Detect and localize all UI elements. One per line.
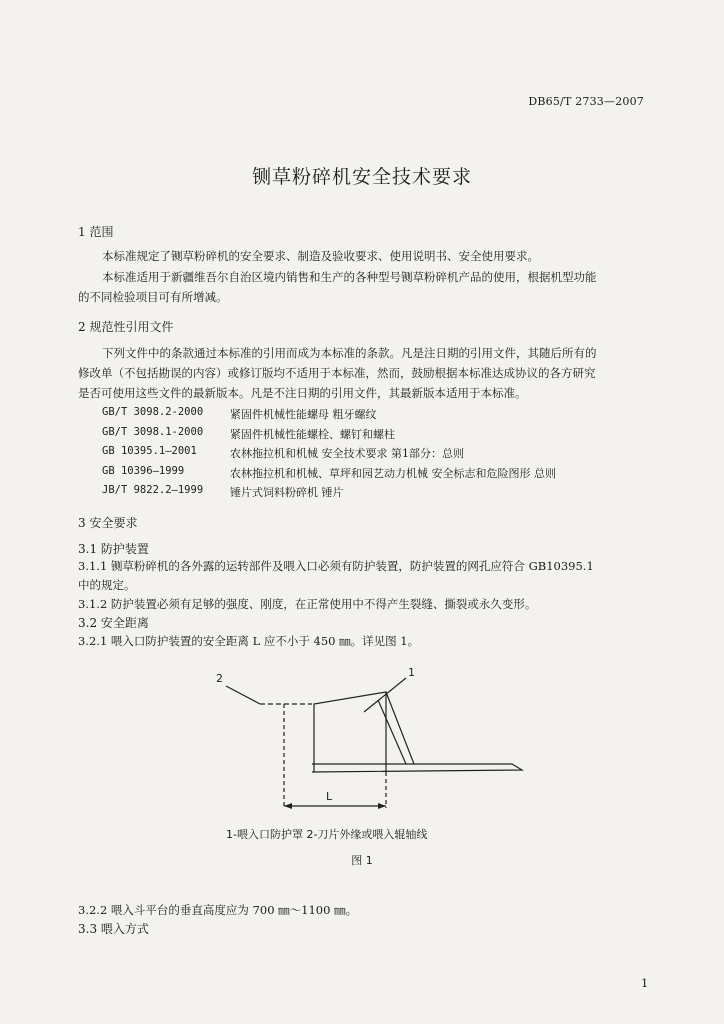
section-3-1-1-line-2: 中的规定。: [78, 578, 136, 592]
reference-title: 农林拖拉机和机械 安全技术要求 第1部分：总则: [230, 447, 464, 460]
section-2-intro-line-2: 修改单（不包括勘误的内容）或修订版均不适用于本标准，然而，鼓励根据本标准达成协议的各方研究: [78, 366, 596, 380]
reference-row: [102, 406, 662, 422]
section-1-para-1: 本标准规定了铡草粉碎机的安全要求、制造及验收要求、使用说明书、安全使用要求。: [102, 249, 539, 263]
section-3-2-1: 3.2.1 喂入口防护装置的安全距离 L 应不小于 450 ㎜。详见图 1。: [78, 634, 420, 648]
reference-row: [102, 465, 662, 481]
page-number: 1: [641, 976, 649, 990]
section-2-intro-line-1: 下列文件中的条款通过本标准的引用而成为本标准的条款。凡是注日期的引用文件，其随后所有的: [102, 346, 597, 360]
figure-1-diagram: [200, 660, 540, 820]
reference-code: GB 10396—1999: [102, 465, 185, 477]
leader-line-2: [226, 686, 260, 704]
reference-title: 紧固件机械性能螺栓、螺钉和螺柱: [230, 428, 395, 441]
reference-code: GB 10395.1—2001: [102, 445, 197, 457]
section-2-heading: 2 规范性引用文件: [78, 320, 174, 334]
dimension-arrow-right: [378, 803, 386, 809]
reference-title: 紧固件机械性能螺母 粗牙螺纹: [230, 408, 377, 421]
figure-label-1: 1: [408, 666, 415, 679]
section-1-para-2-line-1: 本标准适用于新疆维吾尔自治区境内销售和生产的各种型号铡草粉碎机产品的使用，根据机型功能: [102, 270, 597, 284]
section-3-heading: 3 安全要求: [78, 516, 138, 530]
reference-row: [102, 445, 662, 461]
section-1-heading: 1 范围: [78, 225, 114, 239]
dimension-arrow-left: [284, 803, 292, 809]
feed-platform: [312, 764, 522, 772]
reference-row: [102, 484, 662, 500]
standard-code: DB65/T 2733—2007: [528, 95, 644, 108]
reference-code: GB/T 3098.2-2000: [102, 406, 204, 418]
document-title: 铡草粉碎机安全技术要求: [251, 166, 472, 188]
figure-label-2: 2: [216, 672, 223, 685]
section-3-2-2: 3.2.2 喂入斗平台的垂直高度应为 700 ㎜～1100 ㎜。: [78, 903, 358, 917]
section-3-1-heading: 3.1 防护装置: [78, 542, 149, 556]
reference-title: 农林拖拉机和机械、草坪和园艺动力机械 安全标志和危险图形 总则: [230, 467, 556, 480]
section-3-1-2: 3.1.2 防护装置必须有足够的强度、刚度，在正常使用中不得产生裂缝、撕裂或永久变形。: [78, 597, 537, 611]
section-3-2-heading: 3.2 安全距离: [78, 616, 149, 630]
figure-legend: 1-喂入口防护罩 2-刀片外缘或喂入辊轴线: [226, 828, 428, 841]
reference-row: [102, 426, 662, 442]
figure-number: 图 1: [351, 854, 373, 867]
section-3-3-heading: 3.3 喂入方式: [78, 922, 149, 936]
section-1-para-2-line-2: 的不同检验项目可有所增减。: [78, 290, 228, 304]
reference-code: JB/T 9822.2—1999: [102, 484, 204, 496]
feed-guard-outline: [314, 692, 386, 772]
section-2-intro-line-3: 是否可使用这些文件的最新版本。凡是不注日期的引用文件，其最新版本适用于本标准。: [78, 386, 527, 400]
figure-label-L: L: [326, 790, 333, 803]
reference-code: GB/T 3098.1-2000: [102, 426, 204, 438]
section-3-1-1-line-1: 3.1.1 铡草粉碎机的各外露的运转部件及喂入口必须有防护装置，防护装置的网孔应符合 GB10395.1: [78, 559, 594, 573]
reference-title: 锤片式饲料粉碎机 锤片: [230, 486, 344, 499]
